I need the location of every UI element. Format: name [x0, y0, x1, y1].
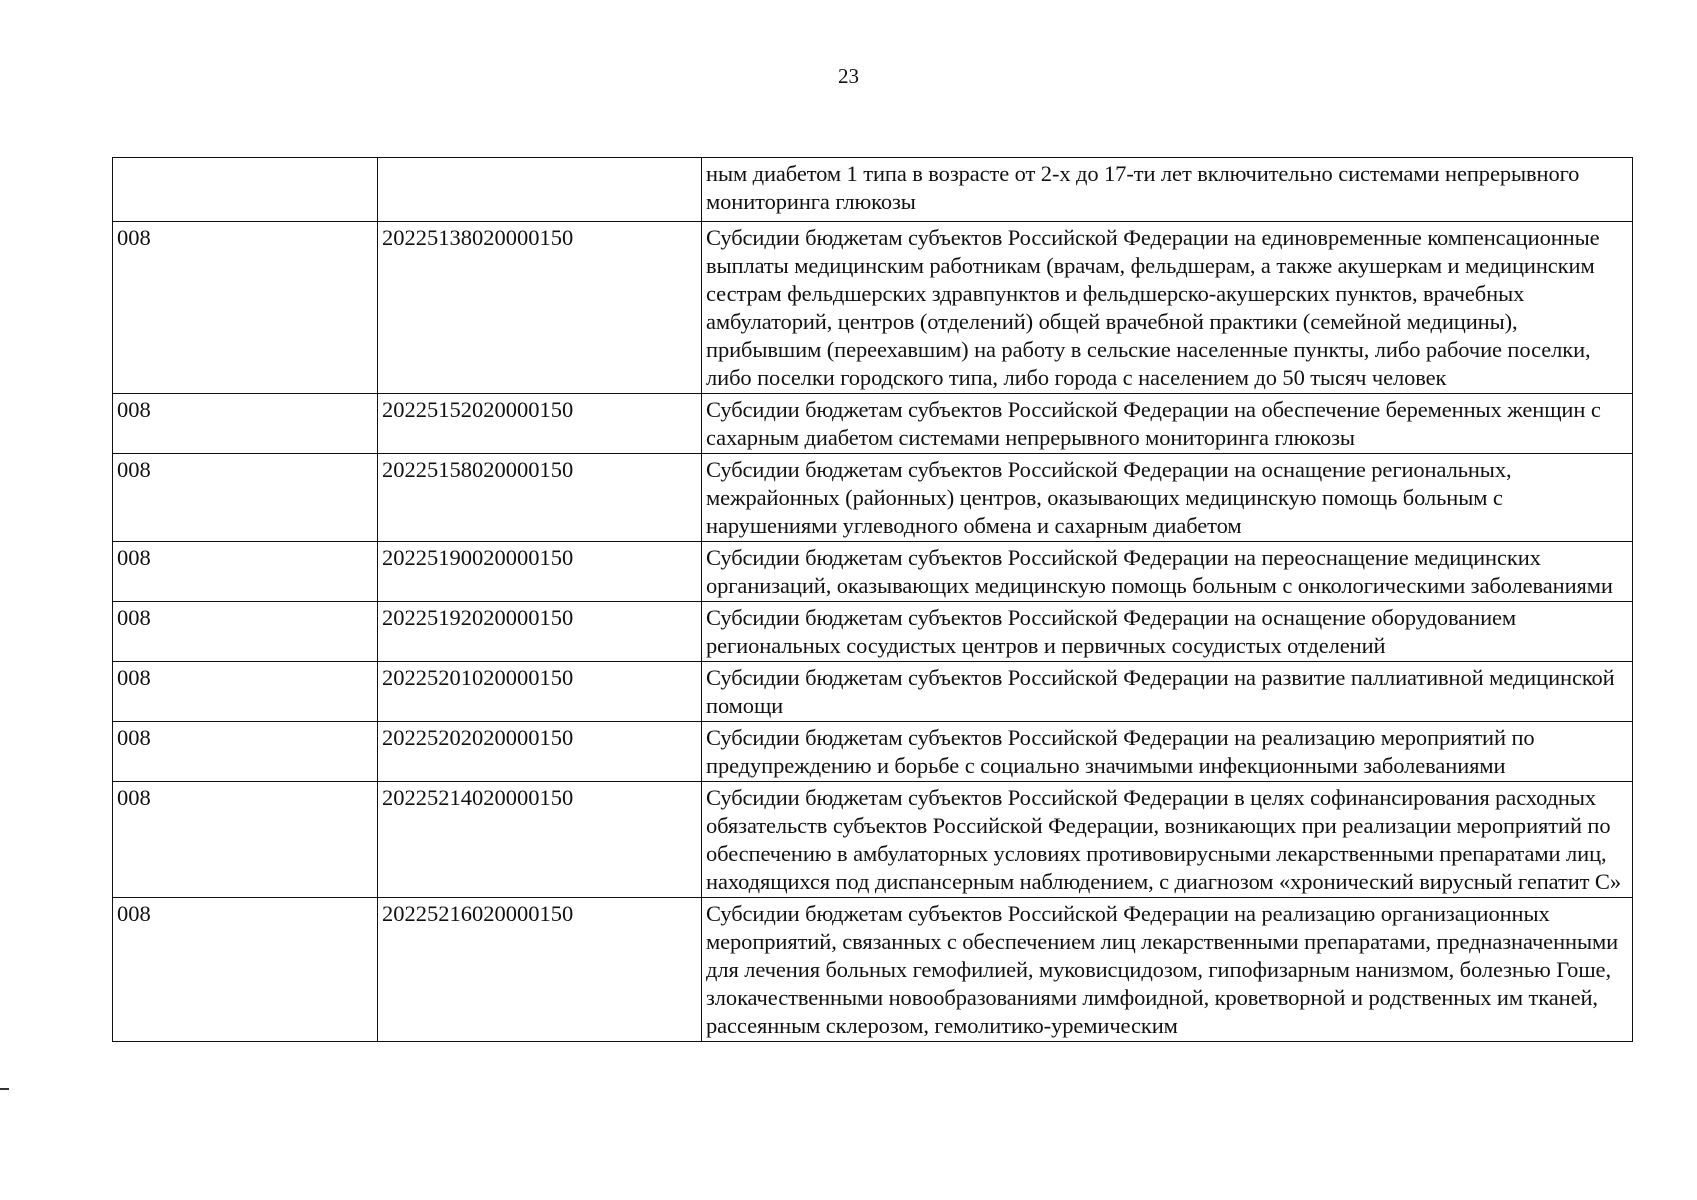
table-row: [113, 898, 1633, 1042]
cell-classification-code: 20225216020000150: [378, 898, 702, 1042]
cell-admin-code: 008: [113, 722, 378, 782]
cell-description: Субсидии бюджетам субъектов Российской Федерации на оснащение оборудованием региональных сосудистых центров и первичных сосудистых отделений: [702, 602, 1633, 662]
cell-admin-code: 008: [113, 542, 378, 602]
budget-classification-table: [112, 157, 1633, 1042]
cell-classification-code: 20225202020000150: [378, 722, 702, 782]
cell-admin-code: 008: [113, 898, 378, 1042]
cell-description: ным диабетом 1 типа в возрасте от 2-х до 17-ти лет включительно системами непрерывного мониторинга глюкозы: [702, 158, 1633, 222]
cell-classification-code: 20225214020000150: [378, 782, 702, 898]
table-row: [113, 722, 1633, 782]
cell-classification-code: 20225152020000150: [378, 394, 702, 454]
table-row: [113, 454, 1633, 542]
cell-classification-code: 20225138020000150: [378, 222, 702, 394]
cell-classification-code: [378, 158, 702, 222]
cell-description: Субсидии бюджетам субъектов Российской Федерации на реализацию организационных мероприятий, связанных с обеспечением лиц лекарственными препаратами, предназначенными для лечения больных гемофилией, муковисцидозом, гипофизарным нанизмом, болезнью Гоше, злокачественными новообразованиями лимфоидной, кроветворной и родственных им тканей, рассеянным склерозом, гемолитико-уремическим: [702, 898, 1633, 1042]
cell-description: Субсидии бюджетам субъектов Российской Федерации на развитие паллиативной медицинской помощи: [702, 662, 1633, 722]
cell-classification-code: 20225201020000150: [378, 662, 702, 722]
cell-description: Субсидии бюджетам субъектов Российской Федерации в целях софинансирования расходных обязательств субъектов Российской Федерации, возникающих при реализации мероприятий по обеспечению в амбулаторных условиях противовирусными лекарственными препаратами лиц, находящихся под диспансерным наблюдением, с диагнозом «хронический вирусный гепатит С»: [702, 782, 1633, 898]
scan-edge-mark: [0, 1088, 9, 1090]
page-number: 23: [838, 64, 859, 88]
cell-admin-code: 008: [113, 394, 378, 454]
cell-classification-code: 20225192020000150: [378, 602, 702, 662]
cell-admin-code: 008: [113, 454, 378, 542]
cell-admin-code: 008: [113, 662, 378, 722]
table-row: [113, 394, 1633, 454]
table-row: [113, 602, 1633, 662]
cell-classification-code: 20225158020000150: [378, 454, 702, 542]
table-row: [113, 158, 1633, 222]
cell-description: Субсидии бюджетам субъектов Российской Федерации на обеспечение беременных женщин с сахарным диабетом системами непрерывного мониторинга глюкозы: [702, 394, 1633, 454]
cell-description: Субсидии бюджетам субъектов Российской Федерации на переоснащение медицинских организаций, оказывающих медицинскую помощь больным с онкологическими заболеваниями: [702, 542, 1633, 602]
table-row: [113, 782, 1633, 898]
cell-description: Субсидии бюджетам субъектов Российской Федерации на реализацию мероприятий по предупреждению и борьбе с социально значимыми инфекционными заболеваниями: [702, 722, 1633, 782]
cell-admin-code: 008: [113, 602, 378, 662]
cell-admin-code: 008: [113, 222, 378, 394]
cell-admin-code: [113, 158, 378, 222]
cell-admin-code: 008: [113, 782, 378, 898]
cell-description: Субсидии бюджетам субъектов Российской Федерации на оснащение региональных, межрайонных (районных) центров, оказывающих медицинскую помощь больным с нарушениями углеводного обмена и сахарным диабетом: [702, 454, 1633, 542]
cell-classification-code: 20225190020000150: [378, 542, 702, 602]
table-row: [113, 662, 1633, 722]
table-row: [113, 222, 1633, 394]
cell-description: Субсидии бюджетам субъектов Российской Федерации на единовременные компенсационные выплаты медицинским работникам (врачам, фельдшерам, а также акушеркам и медицинским сестрам фельдшерских здравпунктов и фельдшерско-акушерских пунктов, врачебных амбулаторий, центров (отделений) общей врачебной практики (семейной медицины), прибывшим (переехавшим) на работу в сельские населенные пункты, либо рабочие поселки, либо поселки городского типа, либо города с населением до 50 тысяч человек: [702, 222, 1633, 394]
table-row: [113, 542, 1633, 602]
